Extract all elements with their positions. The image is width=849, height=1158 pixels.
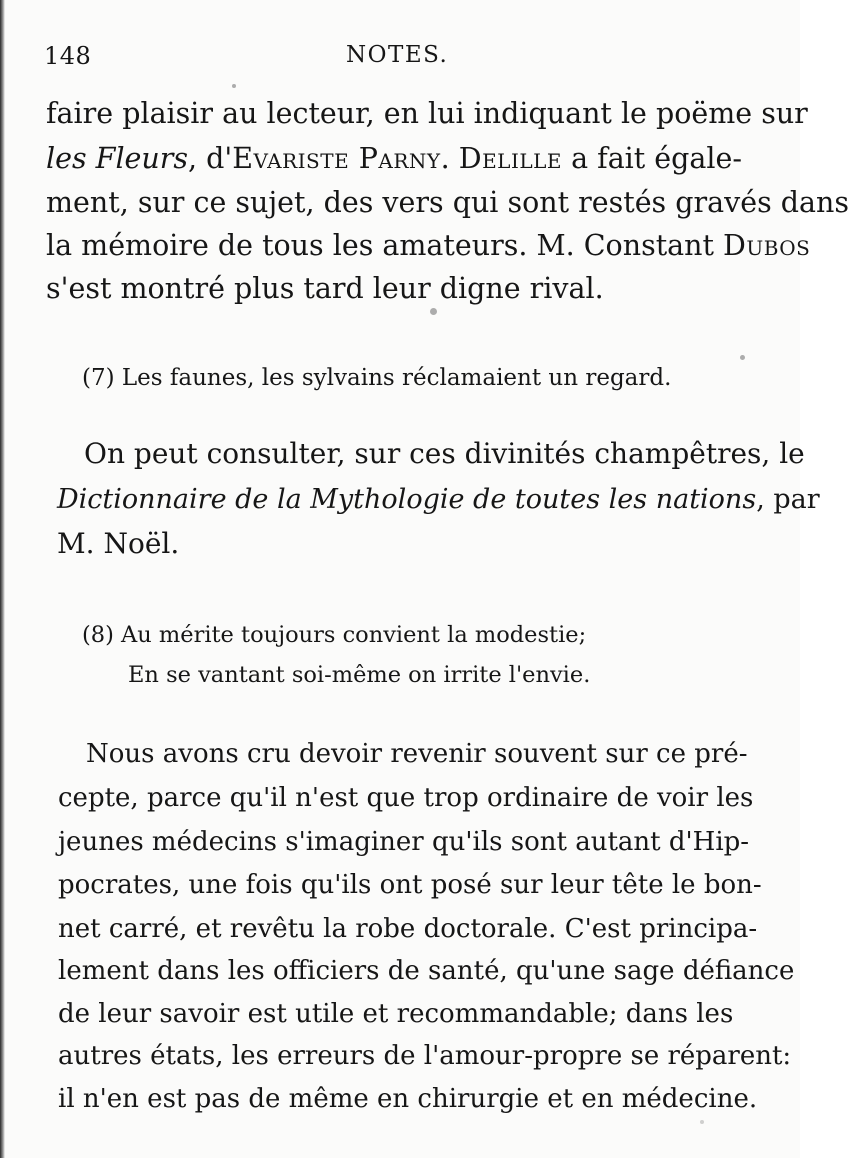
scan-speck xyxy=(232,84,236,88)
paragraph3-line9: il n'en est pas de même en chirurgie et en médecine. xyxy=(58,1084,758,1114)
text-fragment: , par xyxy=(756,484,820,515)
paragraph1-line2 xyxy=(46,141,742,177)
text-fragment: a fait égale- xyxy=(562,142,743,175)
paragraph1-line3: ment, sur ce sujet, des vers qui sont restés gravés dans xyxy=(46,186,849,219)
page-edge-shadow xyxy=(0,0,5,1158)
running-title: NOTES. xyxy=(346,42,449,68)
page-number: 148 xyxy=(44,42,92,70)
paragraph3-line6: lement dans les officiers de santé, qu'une sage défiance xyxy=(58,956,795,986)
paragraph3-line4: pocrates, une fois qu'ils ont posé sur leur tête le bon- xyxy=(58,870,762,900)
note8-quote-line1: (8) Au mérite toujours convient la modestie; xyxy=(82,622,587,648)
paragraph1-line4 xyxy=(46,228,810,264)
italic-title-dictionnaire: Dictionnaire de la Mythologie de toutes les nations xyxy=(57,484,757,515)
text-fragment: , d' xyxy=(188,142,233,175)
author-name-delille: Delille xyxy=(458,142,563,175)
note8-quote-line2: En se vantant soi-même on irrite l'envie. xyxy=(128,662,591,688)
paragraph3-line3: jeunes médecins s'imaginer qu'ils sont autant d'Hip- xyxy=(58,827,750,857)
text-fragment: la mémoire de tous les amateurs. M. Constant xyxy=(46,229,724,262)
paragraph3-line5: net carré, et revêtu la robe doctorale. C'est principa- xyxy=(58,914,758,944)
paragraph2-line1: On peut consulter, sur ces divinités champêtres, le xyxy=(84,437,805,470)
paragraph3-line1: Nous avons cru devoir revenir souvent sur ce pré- xyxy=(86,739,748,769)
scan-speck xyxy=(430,308,437,315)
paragraph1-line1: faire plaisir au lecteur, en lui indiquant le poëme sur xyxy=(46,97,808,130)
paragraph2-line2 xyxy=(57,482,820,518)
paragraph3-line8: autres états, les erreurs de l'amour-propre se réparent: xyxy=(58,1041,792,1071)
paragraph1-line5: s'est montré plus tard leur digne rival. xyxy=(46,272,604,305)
scan-speck xyxy=(740,355,745,360)
italic-title-les-fleurs: les Fleurs xyxy=(46,142,189,175)
author-name-dubos: Dubos xyxy=(723,229,811,262)
paragraph3-line2: cepte, parce qu'il n'est que trop ordinaire de voir les xyxy=(58,783,754,813)
paragraph2-line3: M. Noël. xyxy=(57,527,180,560)
author-name-parny: Evariste Parny xyxy=(232,142,441,175)
text-fragment: . xyxy=(440,142,459,175)
note7-quote: (7) Les faunes, les sylvains réclamaient un regard. xyxy=(82,365,672,391)
page-header xyxy=(44,42,744,76)
scan-speck xyxy=(700,1120,704,1124)
paragraph3-line7: de leur savoir est utile et recommandable; dans les xyxy=(58,999,734,1029)
